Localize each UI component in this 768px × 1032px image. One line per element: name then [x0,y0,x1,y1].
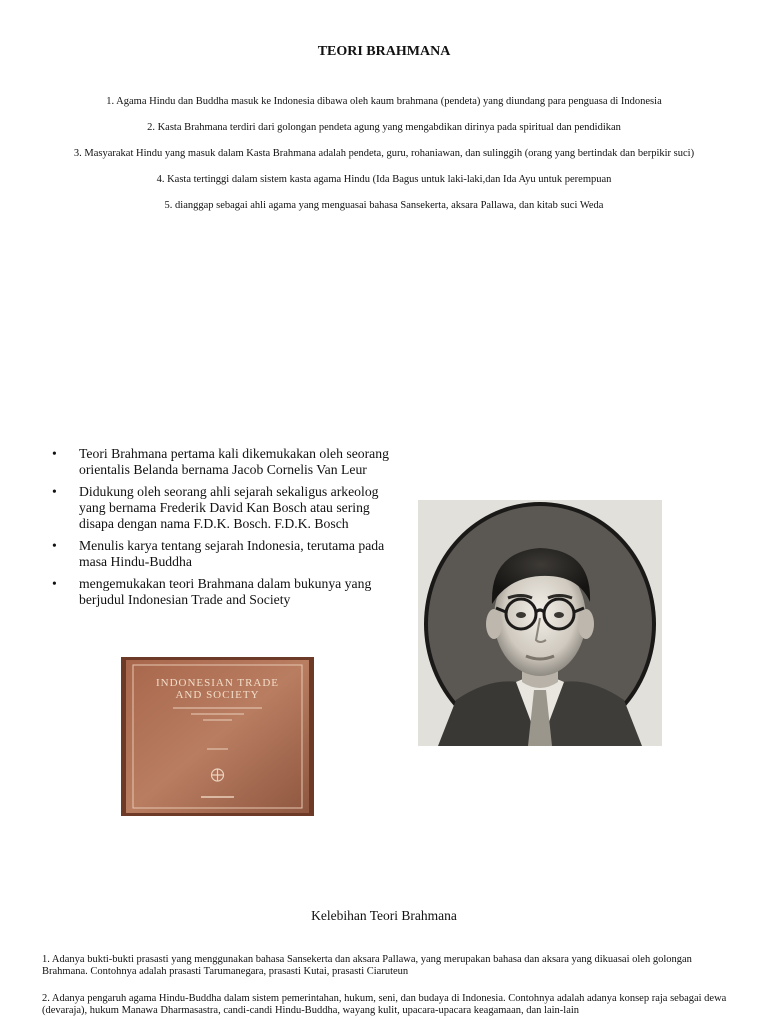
book-title-line1: INDONESIAN TRADE [155,677,280,689]
bullet-text: Didukung oleh seorang ahli sejarah sekaligus arkeolog yang bernama Frederik David Kan Bosch atau sering disapa dengan nama F.D.K. Bosch. F.D.K. Bosch [79,484,379,531]
book-title-line2: AND SOCIETY [175,689,260,701]
bullet-item [52,538,392,570]
bullet-item [52,576,392,608]
summary-item: 3. Masyarakat Hindu yang masuk dalam Kasta Brahmana adalah pendeta, guru, rohaniawan, dan sulinggih (orang yang bertindak dan berpikir suci) [73,148,695,159]
summary-item: 1. Agama Hindu dan Buddha masuk ke Indonesia dibawa oleh kaum brahmana (pendeta) yang diundang para penguasa di Indonesia [106,96,662,107]
kelebihan-item: 2. Adanya pengaruh agama Hindu-Buddha dalam sistem pemerintahan, hukum, seni, dan budaya di Indonesia. Contohnya adalah adanya konsep raja sebagai dewa (devaraja), hukum Manawa Dharmasastra, candi-candi Hindu-Buddha, wayang kulit, upacara-upacara keagamaan, dan lain-lain [42,993,727,1016]
bullet-dot: • [52,538,57,553]
kelebihan-item: 1. Adanya bukti-bukti prasasti yang menggunakan bahasa Sansekerta dan aksara Pallawa, yang merupakan bahasa dan aksara yang dikuasai oleh golongan Brahmana. Contohnya adalah prasasti Tarumanegara, prasasti Kutai, prasasti Ciaruteun [42,954,692,977]
bullet-dot: • [52,446,57,461]
bullet-text: Teori Brahmana pertama kali dikemukakan oleh seorang orientalis Belanda bernama Jacob Cornelis Van Leur [79,446,389,477]
book-cover-image [121,657,314,816]
bullet-text: Menulis karya tentang sejarah Indonesia, terutama pada masa Hindu-Buddha [79,538,385,569]
book-cover-photo [121,657,314,816]
portrait-image [418,500,662,746]
summary-item: 2. Kasta Brahmana terdiri dari golongan pendeta agung yang mengabdikan dirinya pada spiritual dan pendidikan [147,122,621,133]
kelebihan-heading: Kelebihan Teori Brahmana [311,908,457,923]
summary-item: 4. Kasta tertinggi dalam sistem kasta agama Hindu (Ida Bagus untuk laki-laki,dan Ida Ayu untuk perempuan [156,174,612,185]
portrait-photo [418,500,662,746]
bullet-item [52,484,392,532]
bullet-list [52,446,392,614]
summary-list [60,96,708,226]
bullet-dot: • [52,576,57,591]
bullet-item [52,446,392,478]
page-title: TEORI BRAHMANA [317,44,451,59]
kelebihan-list [42,954,728,1032]
bullet-text: mengemukakan teori Brahmana dalam bukunya yang berjudul Indonesian Trade and Society [79,576,372,607]
summary-item: 5. dianggap sebagai ahli agama yang menguasai bahasa Sansekerta, aksara Pallawa, dan kitab suci Weda [164,200,604,211]
bullet-dot: • [52,484,57,499]
